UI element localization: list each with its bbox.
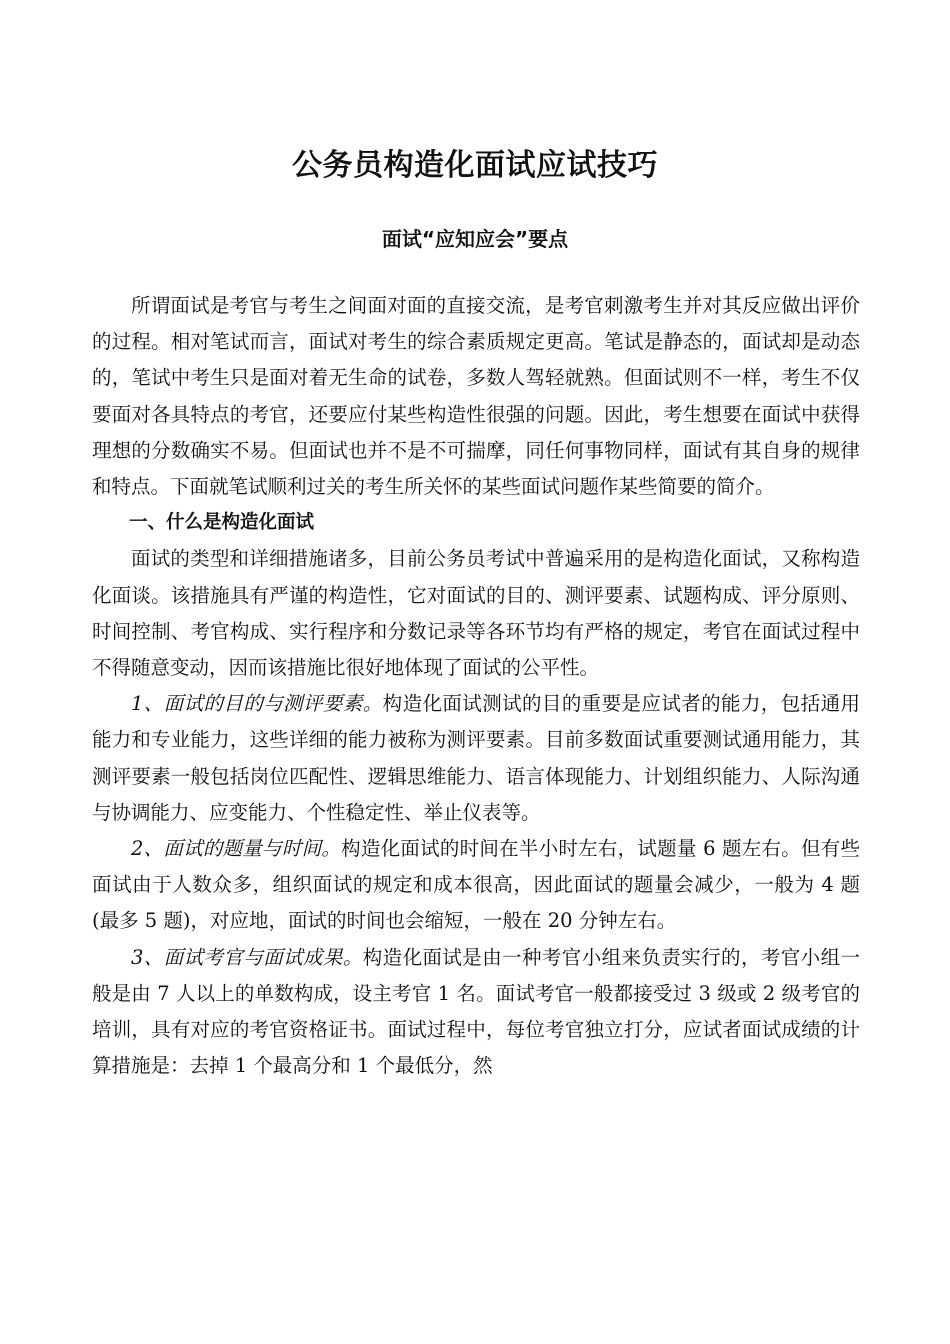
document-body <box>92 288 860 1084</box>
item-text-3: 构造化面试是由一种考官小组来负责实行的，考官小组一般是由 7 人以上的单数构成，设主考官 1 名。面试考官一般都接受过 3 级或 2 级考官的培训，具有对应的考官资格证书。面试过程中，每位考官独立打分，应试者面试成绩的计算措施是：去掉 1 个最高分和 1 个最低分，然 <box>92 945 860 1078</box>
section-paragraph: 面试的类型和详细措施诸多，目前公务员考试中普遍采用的是构造化面试，又称构造化面谈。该措施具有严谨的构造性，它对面试的目的、测评要素、试题构成、评分原则、时间控制、考官构成、实行程序和分数记录等各环节均有严格的规定，考官在面试过程中不得随意变动，因而该措施比很好地体现了面试的公平性。 <box>92 547 860 680</box>
document-title: 公务员构造化面试应试技巧 <box>292 148 658 183</box>
intro-paragraph: 所谓面试是考官与考生之间面对面的直接交流，是考官刺激考生并对其反应做出评价的过程。相对笔试而言，面试对考生的综合素质规定更高。笔试是静态的，面试却是动态的，笔试中考生只是面对着无生命的试卷，多数人驾轻就熟。但面试则不一样，考生不仅要面对各具特点的考官，还要应付某些构造性很强的问题。因此，考生想要在面试中获得理想的分数确实不易。但面试也并不是不可揣摩，同任何事物同样，面试有其自身的规律和特点。下面就笔试顺利过关的考生所关怀的某些面试问题作某些简要的简介。 <box>92 294 860 499</box>
item-lead-1: 1、面试的目的与测评要素。 <box>131 692 383 716</box>
item-paragraph-2 <box>92 831 860 940</box>
item-text-1: 构造化面试测试的目的重要是应试者的能力，包括通用能力和专业能力，这些详细的能力被称为测评要素。目前多数面试重要测试通用能力，其测评要素一般包括岗位匹配性、逻辑思维能力、语言体现能力、计划组织能力、人际沟通与协调能力、应变能力、个性稳定性、举止仪表等。 <box>92 692 860 824</box>
item-lead-2: 2、面试的题量与时间。 <box>131 837 342 861</box>
document-subtitle: 面试“应知应会”要点 <box>381 227 569 251</box>
item-paragraph-1 <box>92 686 860 831</box>
item-lead-3: 3、面试考官与面试成果。 <box>131 945 363 969</box>
section-heading: 一、什么是构造化面试 <box>129 512 315 534</box>
item-paragraph-3 <box>92 940 860 1085</box>
item-text-2: 构造化面试的时间在半小时左右，试题量 6 题左右。但有些面试由于人数众多，组织面试的规定和成本很高，因此面试的题量会减少，一般为 4 题(最多 5 题)，对应地，面试的时间也会缩短，一般在 20 分钟左右。 <box>92 837 860 933</box>
